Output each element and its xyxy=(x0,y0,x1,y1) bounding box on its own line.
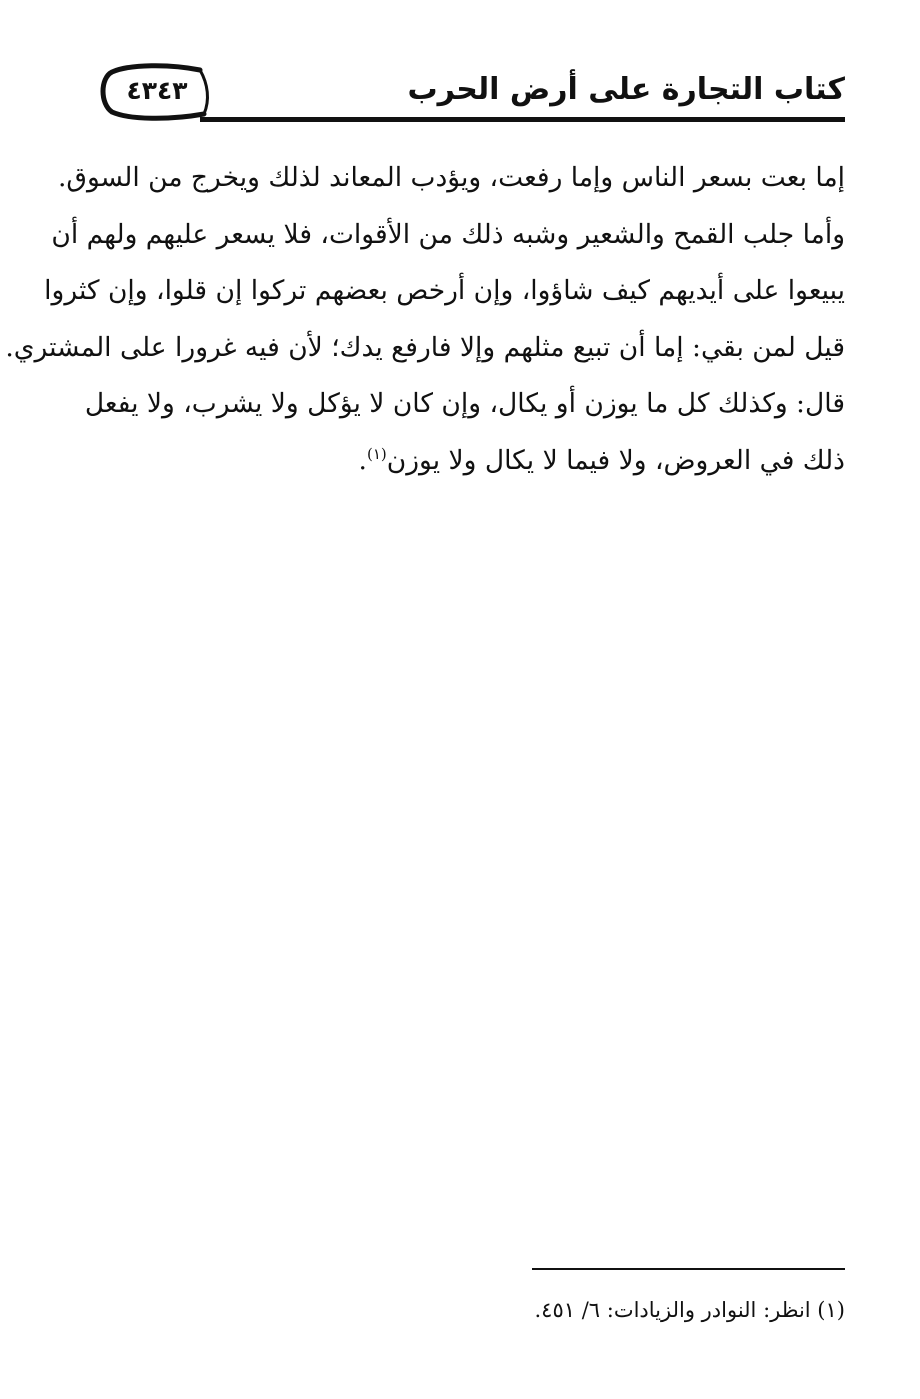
body-line: قيل لمن بقي: إما أن تبيع مثلهم وإلا فارفع يدك؛ لأن فيه غرورا على المشتري. xyxy=(5,331,845,363)
footnote-separator xyxy=(532,1268,845,1270)
body-line: يبيعوا على أيديهم كيف شاؤوا، وإن أرخص بعضهم تركوا إن قلوا، وإن كثروا xyxy=(44,275,845,306)
body-line: إما بعت بسعر الناس وإما رفعت، ويؤدب المعاند لذلك ويخرج من السوق. xyxy=(57,162,845,193)
page-number: ٤٣٤٣ xyxy=(126,76,188,105)
page-header xyxy=(100,62,845,128)
final-punctuation: . xyxy=(358,444,367,476)
running-title: كتاب التجارة على أرض الحرب xyxy=(407,72,845,107)
body-line-last xyxy=(100,433,845,490)
footnote-reference[interactable]: (١) xyxy=(366,444,387,463)
body-text xyxy=(5,150,845,489)
body-line-text: ذلك في العروض، ولا فيما لا يكال ولا يوزن xyxy=(386,444,845,476)
body-line: وأما جلب القمح والشعير وشبه ذلك من الأقوات، فلا يسعر عليهم ولهم أن xyxy=(51,218,845,250)
footnote: (١) انظر: النوادر والزيادات: ٦/ ٤٥١. xyxy=(534,1298,845,1322)
header-rule xyxy=(200,117,845,122)
body-line: قال: وكذلك كل ما يوزن أو يكال، وإن كان لا يؤكل ولا يشرب، ولا يفعل xyxy=(84,388,845,419)
